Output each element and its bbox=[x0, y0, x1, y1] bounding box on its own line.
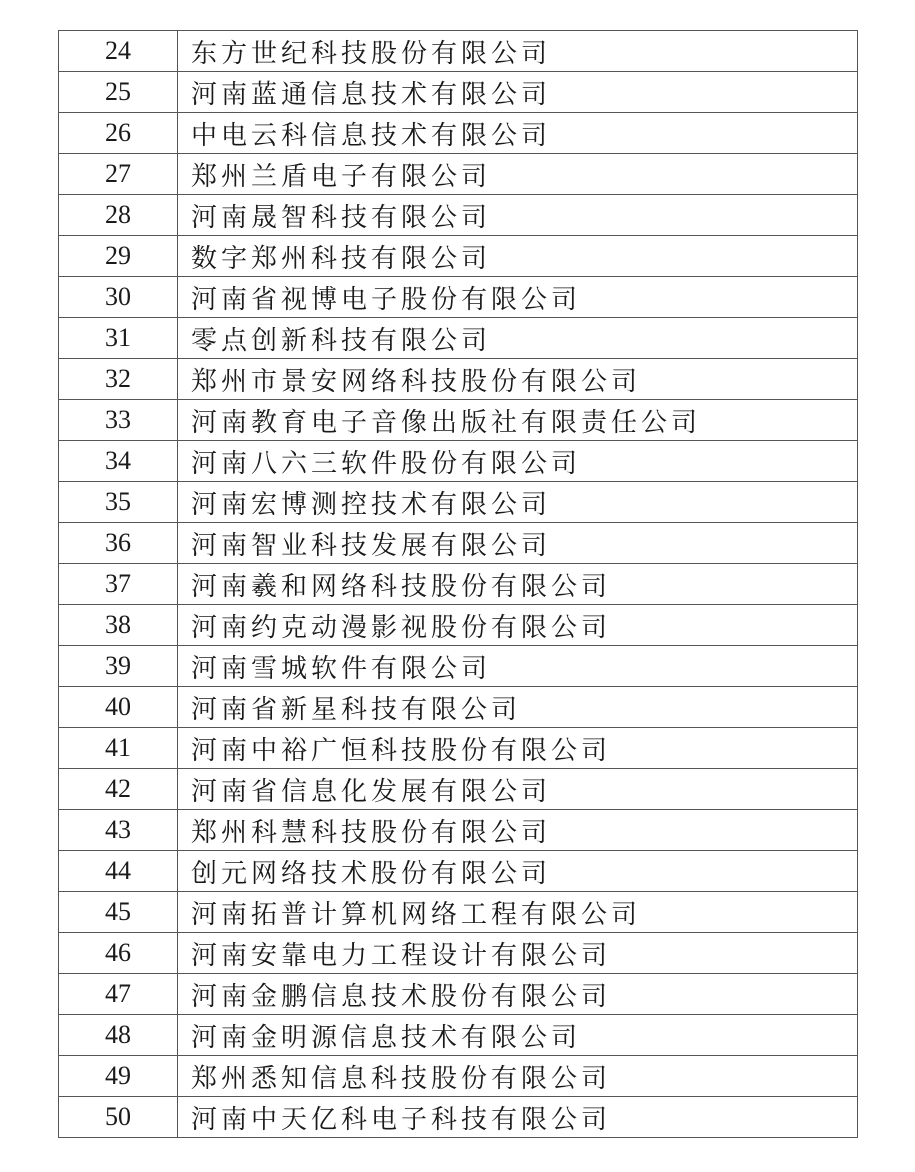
table-row bbox=[59, 1015, 858, 1056]
company-name-cell: 郑州兰盾电子有限公司 bbox=[178, 154, 858, 195]
table-row bbox=[59, 154, 858, 195]
row-number-cell: 37 bbox=[59, 564, 178, 605]
company-name-cell: 郑州市景安网络科技股份有限公司 bbox=[178, 359, 858, 400]
row-number-cell: 40 bbox=[59, 687, 178, 728]
row-number-cell: 34 bbox=[59, 441, 178, 482]
row-number-cell: 48 bbox=[59, 1015, 178, 1056]
row-number-cell: 43 bbox=[59, 810, 178, 851]
table-row bbox=[59, 441, 858, 482]
company-name-cell: 河南拓普计算机网络工程有限公司 bbox=[178, 892, 858, 933]
table-row bbox=[59, 892, 858, 933]
company-name-cell: 河南晟智科技有限公司 bbox=[178, 195, 858, 236]
table-row bbox=[59, 359, 858, 400]
table-row bbox=[59, 113, 858, 154]
table-row bbox=[59, 236, 858, 277]
table-row bbox=[59, 400, 858, 441]
table-row bbox=[59, 1097, 858, 1138]
row-number-cell: 29 bbox=[59, 236, 178, 277]
row-number-cell: 35 bbox=[59, 482, 178, 523]
company-name-cell: 河南金鹏信息技术股份有限公司 bbox=[178, 974, 858, 1015]
row-number-cell: 47 bbox=[59, 974, 178, 1015]
table-row bbox=[59, 605, 858, 646]
company-list-table bbox=[58, 30, 858, 1138]
company-name-cell: 零点创新科技有限公司 bbox=[178, 318, 858, 359]
company-name-cell: 郑州科慧科技股份有限公司 bbox=[178, 810, 858, 851]
company-name-cell: 河南省视博电子股份有限公司 bbox=[178, 277, 858, 318]
table-row bbox=[59, 318, 858, 359]
company-name-cell: 东方世纪科技股份有限公司 bbox=[178, 31, 858, 72]
company-name-cell: 河南金明源信息技术有限公司 bbox=[178, 1015, 858, 1056]
company-name-cell: 河南教育电子音像出版社有限责任公司 bbox=[178, 400, 858, 441]
row-number-cell: 49 bbox=[59, 1056, 178, 1097]
table-row bbox=[59, 933, 858, 974]
company-name-cell: 河南中天亿科电子科技有限公司 bbox=[178, 1097, 858, 1138]
table-row bbox=[59, 646, 858, 687]
row-number-cell: 45 bbox=[59, 892, 178, 933]
company-name-cell: 河南智业科技发展有限公司 bbox=[178, 523, 858, 564]
company-name-cell: 数字郑州科技有限公司 bbox=[178, 236, 858, 277]
table-row bbox=[59, 31, 858, 72]
table-row bbox=[59, 851, 858, 892]
table-row bbox=[59, 974, 858, 1015]
row-number-cell: 26 bbox=[59, 113, 178, 154]
row-number-cell: 42 bbox=[59, 769, 178, 810]
table-row bbox=[59, 687, 858, 728]
company-name-cell: 河南省信息化发展有限公司 bbox=[178, 769, 858, 810]
row-number-cell: 33 bbox=[59, 400, 178, 441]
table-row bbox=[59, 769, 858, 810]
company-name-cell: 河南雪城软件有限公司 bbox=[178, 646, 858, 687]
row-number-cell: 50 bbox=[59, 1097, 178, 1138]
row-number-cell: 30 bbox=[59, 277, 178, 318]
company-name-cell: 河南宏博测控技术有限公司 bbox=[178, 482, 858, 523]
company-name-cell: 河南省新星科技有限公司 bbox=[178, 687, 858, 728]
table-row bbox=[59, 523, 858, 564]
company-name-cell: 河南安靠电力工程设计有限公司 bbox=[178, 933, 858, 974]
company-name-cell: 中电云科信息技术有限公司 bbox=[178, 113, 858, 154]
company-name-cell: 河南约克动漫影视股份有限公司 bbox=[178, 605, 858, 646]
table-row bbox=[59, 195, 858, 236]
row-number-cell: 38 bbox=[59, 605, 178, 646]
table-body bbox=[59, 31, 858, 1138]
table-row bbox=[59, 277, 858, 318]
row-number-cell: 24 bbox=[59, 31, 178, 72]
company-name-cell: 河南八六三软件股份有限公司 bbox=[178, 441, 858, 482]
row-number-cell: 46 bbox=[59, 933, 178, 974]
table-row bbox=[59, 564, 858, 605]
row-number-cell: 32 bbox=[59, 359, 178, 400]
table-row bbox=[59, 728, 858, 769]
table-row bbox=[59, 810, 858, 851]
table-row bbox=[59, 72, 858, 113]
table-row bbox=[59, 1056, 858, 1097]
row-number-cell: 44 bbox=[59, 851, 178, 892]
company-name-cell: 郑州悉知信息科技股份有限公司 bbox=[178, 1056, 858, 1097]
table-row bbox=[59, 482, 858, 523]
row-number-cell: 31 bbox=[59, 318, 178, 359]
row-number-cell: 39 bbox=[59, 646, 178, 687]
row-number-cell: 25 bbox=[59, 72, 178, 113]
company-name-cell: 河南中裕广恒科技股份有限公司 bbox=[178, 728, 858, 769]
company-name-cell: 河南羲和网络科技股份有限公司 bbox=[178, 564, 858, 605]
company-name-cell: 河南蓝通信息技术有限公司 bbox=[178, 72, 858, 113]
row-number-cell: 41 bbox=[59, 728, 178, 769]
row-number-cell: 36 bbox=[59, 523, 178, 564]
row-number-cell: 27 bbox=[59, 154, 178, 195]
row-number-cell: 28 bbox=[59, 195, 178, 236]
company-name-cell: 创元网络技术股份有限公司 bbox=[178, 851, 858, 892]
